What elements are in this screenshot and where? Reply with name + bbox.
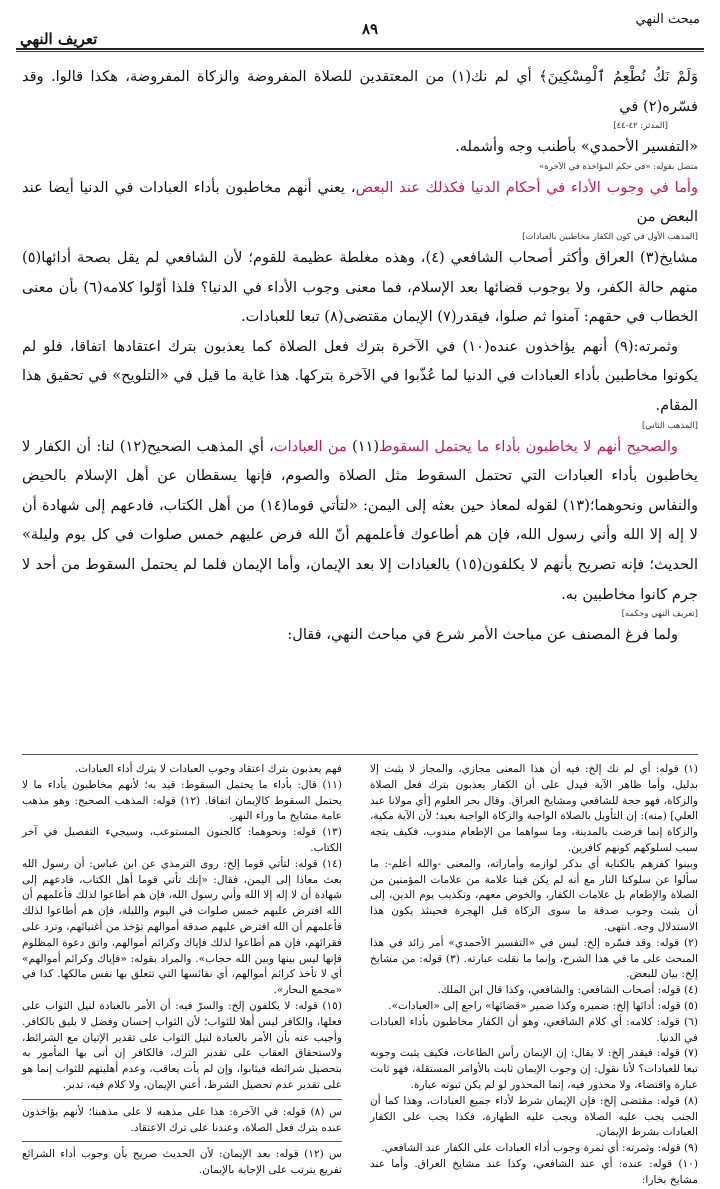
main-line: وَلَمْ نَكُ نُطْعِمُ ٱلْمِسْكِينَ﴾ أي لم نك(١) من المعتقدين للصلاة المفروضة والزكاة المفروضة، هكذا قالوا. وقد فسّره(٢) في (22, 68, 698, 115)
running-header (20, 10, 700, 50)
main-line: «التفسير الأحمدي» بأطنب وجه وأشمله. (455, 138, 698, 156)
footnote-secondary: س (١٢) قوله: بعد الإيمان: لأن الحديث صريح بأن وجوب أداء الشرائع تفريع يترتب على الإجابة بالإيمان. (22, 1148, 342, 1177)
footnote: (١١) قال: بأداء ما يحتمل السقوط: قيد به؛ لأنهم مخاطبون بأداء ما لا يحتمل السقوط كالإيمان اتفاقا. (١٢) قوله: المذهب الصحيح: وهو مذهب عامة مشايخ ما وراء النهر. (22, 778, 343, 823)
footnote: فهم يعذبون بترك اعتقاد وجوب العبادات لا بترك أداء العبادات. (74, 763, 342, 775)
footnote: (٦) قوله: كلامه: أي كلام الشافعي، وهو أن الكفار مخاطبون بأداء العبادات في الدنيا. (370, 1015, 698, 1044)
footnote-divider (22, 754, 698, 755)
footnote: (٨) قوله: مقتضى إلخ: فإن الإيمان شرط لأداء جميع العبادات، وهذا كما أن الجنب يجب عليه الصلاة ويجب عليه الطهارة، فكذا يجب على الكفار العبادات بشرط الإيمان. (370, 1094, 698, 1139)
main-line: والصحيح أنهم لا يخاطبون بأداء ما يحتمل السقوط(١١) من العبادات، أي المذهب الصحيح(١٢) لنا: أن الكفار لا يخاطبون بأداء العبادات التي تحتمل السقوط مثل الصلاة والصوم، فإنها يسقطان عن أهل الإسلام بالحيض والنفاس ونحوهما؛(١٣) لقوله لمعاذ حين بعثه إلى اليمن: «لتأتي قوما(١٤) من أهل الكتاب، فادعهم إلى شهادة أن لا إله إلا الله وأني رسول الله، فإن هم أطاعوك فأعلمهم أنّ الله فرض عليهم خمس صلوات في كل يوم وليلة» الحديث؛ فإنه تصريح بأنهم لا يكلفون(١٥) بالعبادات إلا بعد الإيمان، وأما الإيمان فلما لم يحتمل السقوط من أحد لا جرم كانوا مخاطبين به. (22, 437, 699, 603)
footnote: (٥) قوله: أدائها إلخ: ضميره وكذا ضمير «قضائها» راجع إلى «العبادات». (388, 999, 698, 1012)
footnote: (٩) قوله: وثمرته: أي ثمرة وجوب أداء العبادات على الكفار عند الشافعي. (381, 1142, 698, 1155)
header-section-title: تعريف النهي (20, 30, 98, 48)
footnote-separator (22, 1099, 342, 1100)
main-line: وأما في وجوب الأداء في أحكام الدنيا فكذلك عند البعض، يعني أنهم مخاطبون بأداء العبادات في الدنيا أيضا عند البعض من (22, 178, 698, 226)
margin-note: [تعريف النهي وحكمه] (621, 609, 698, 620)
footnote-separator (22, 1141, 342, 1142)
margin-note: [المذهب الأول في كون الكفار مخاطبين بالعبادات] (522, 231, 698, 242)
main-text (22, 62, 698, 650)
header-chapter-title: مبحث النهي (635, 12, 700, 27)
footnote: (١٠) قوله: عنده: أي عند الشافعي، وكذا عند مشايخ العراق. وأما عند مشايخ بخارا: (370, 1157, 698, 1186)
footnote: (٧) قوله: فيقدر إلخ: لا يقال: إن الإيمان رأس الطاعات، فكيف يثبت وجوبه تبعا للعبادات؟ لأنا نقول: إن وجوب الإيمان ثابت بالأوامر المستقلة، فهو ثابت عبارة واقتضاء، ولا محذور فيه، إنما المحذور لو لم يكن ثبوته عبارة. (370, 1047, 698, 1091)
margin-note: [المدثر: ٤٢-٤٤] (613, 121, 668, 132)
footnote: (٤) قوله: أصحاب الشافعي: والشافعي، وكذا قال ابن الملك. (437, 984, 698, 997)
footnote: (١٤) قوله: لتأتي قوما إلخ: روى الترمذي عن ابن عباس: أن رسول الله بعث معاذا إلى اليمن، فقال: «إنك تأتي قوما أهل الكتاب، فادعهم إلى شهادة أن لا إله إلا الله وأني رسول الله، فإن هم أطاعوا لذلك فأعلمهم أن الله افترض عليهم خمس صلوات في اليوم والليلة، فإن هم أطاعوا لذلك فأعلمهم أن الله افترض عليهم صدقة أموالهم تؤخذ من أغنيائهم، وترد على فقرائهم، فإن هم أطاعوا لذلك فإياك وكرائم أموالهم، واتق دعوة المظلوم فإنها ليس بينها وبين الله حجاب». والمراد بقوله: «فإياك وكرائم أموالهم» أي لا تأخذ كرائم أموالهم، أي نفائسها التي تتعلق بها نفس مالكها. كذا في «مجمع البحار». (22, 857, 342, 997)
footnote: (١٣) قوله: ونحوهما: كالجنون المستوعب، وسيجيء التفصيل في آخر الكتاب. (22, 826, 342, 854)
page-number: ٨٩ (361, 20, 379, 38)
margin-note: [المذهب الثاني] (641, 420, 698, 431)
matn-text: والصحيح أنهم لا يخاطبون بأداء ما يحتمل السقوط (379, 437, 678, 455)
footnote: وبينوا كفرهم بالكناية أي بذكر لوازمه وأماراته، والمعنى -والله أعلم-: ما سألوا عن سلوكنا النار مع أنه لم يكن فينا علامة من علامات المؤمنين من الصلاة والإطعام بل علامات الكفار، والخوض معهم، وتكذيب يوم الدين، إلى أن يثبت وجوب صدقة ما سوى الزكاة قبل الهجرة فحينئذ يكون هذا الاستدلال وجه. انتهى. (370, 857, 698, 933)
main-line: مشايخ(٣) العراق وأكثر أصحاب الشافعي (٤)، وهذه مغلطة عظيمة للقوم؛ لأن الشافعي لم يقل بصحة أدائها(٥) منهم حالة الكفر، ولا بوجوب قضائها بعد الإسلام، فما معنى وجوب الأداء في الدنيا؟ فلذا أوّلوا كلامه(٦) بأن معنى الخطاب في حقهم: آمنوا ثم صلوا، فيقدر(٧) الإيمان مقتضى(٨) تبعا للعبادات. (22, 248, 699, 326)
header-chapter (636, 12, 701, 27)
footnote: (١٥) قوله: لا يكلفون إلخ: والسرّ فيه: أن الأمر بالعبادة لنيل الثواب على فعلها، والكافر ليس أهلا للثواب؛ لأن الثواب إحسان وفضل لا يليق بالكافر. وأجيب عنه بأن الأمر بالعبادة لنيل الثواب على تقدير الإتيان مع الشرائط، ولاستحقاق العقاب على تقدير الترك، فالكافر إن أتى بها المأمور به بتحصيل شرائطه فيثابوا، وإن لم يأت يعاقب، وعدم أهليتهم للثواب إنما هو على تقدير عدم تحصيل الشرط، أعني الإيمان، ولا كلام فيه، تدبر. (22, 999, 342, 1091)
footnote-secondary: س (٨) قوله: في الآخرة: هذا على مذهبه لا على مذهبنا؛ لأنهم يؤاخذون عنده بترك فعل الصلاة، وعندنا على ترك الاعتقاد. (22, 1105, 342, 1134)
matn-text: وأما في وجوب الأداء في أحكام الدنيا فكذلك عند البعض (355, 178, 698, 196)
footnote: (٢) قوله: وقد فسّره إلخ: ليس في «التفسير الأحمدي» أمر زائد في هذا المبحث على ما في هذا الشرح، وإنما ما نقلت عبارته. (٣) قوله: من مشايخ إلخ: بيان للبعض. (370, 936, 698, 981)
main-line: وثمرته:(٩) أنهم يؤاخذون عنده(١٠) في الآخرة بترك فعل الصلاة كما يعذبون بترك اعتقادها اتفاقا، فلو لم يكونوا مخاطبين بأداء العبادات في الدنيا لما عُذّبوا في الآخرة بتركها. هذا غاية ما قيل في «التلويح» في تحقيق هذا المقام. (22, 337, 699, 414)
margin-note: متصل بقوله: «في حكم المؤاخذة في الآخرة» (539, 161, 698, 172)
header-divider (16, 48, 704, 50)
footnotes-right-column (370, 762, 698, 1189)
header-divider-accent (16, 51, 704, 52)
footnotes-left-column (22, 762, 342, 1179)
footnote: (١) قوله: أي لم نك إلخ: فيه أن هذا المعنى مجازي، والمجاز لا يثبت إلا بدليل، وأما ظاهر الآية فيدل على أن الكفار يعذبون بترك فعل الصلاة والزكاة، فهو حجة للشافعي ومشايخ العراق. وقال بحر العلوم [أي مولانا عبد العلي] (منه): إن التأويل بالصلاة الواجبة والزكاة الواجبة بعيد؛ لأن الآية مكية، والزكاة إنما فرضت بالمدينة، وما سواهما من الإطعام مندوب، فكيف يتجه سبب لسلوكهم كونهم كافرين. (370, 763, 698, 854)
main-line: ولما فرغ المصنف عن مباحث الأمر شرع في مباحث النهي، فقال: (287, 626, 678, 644)
